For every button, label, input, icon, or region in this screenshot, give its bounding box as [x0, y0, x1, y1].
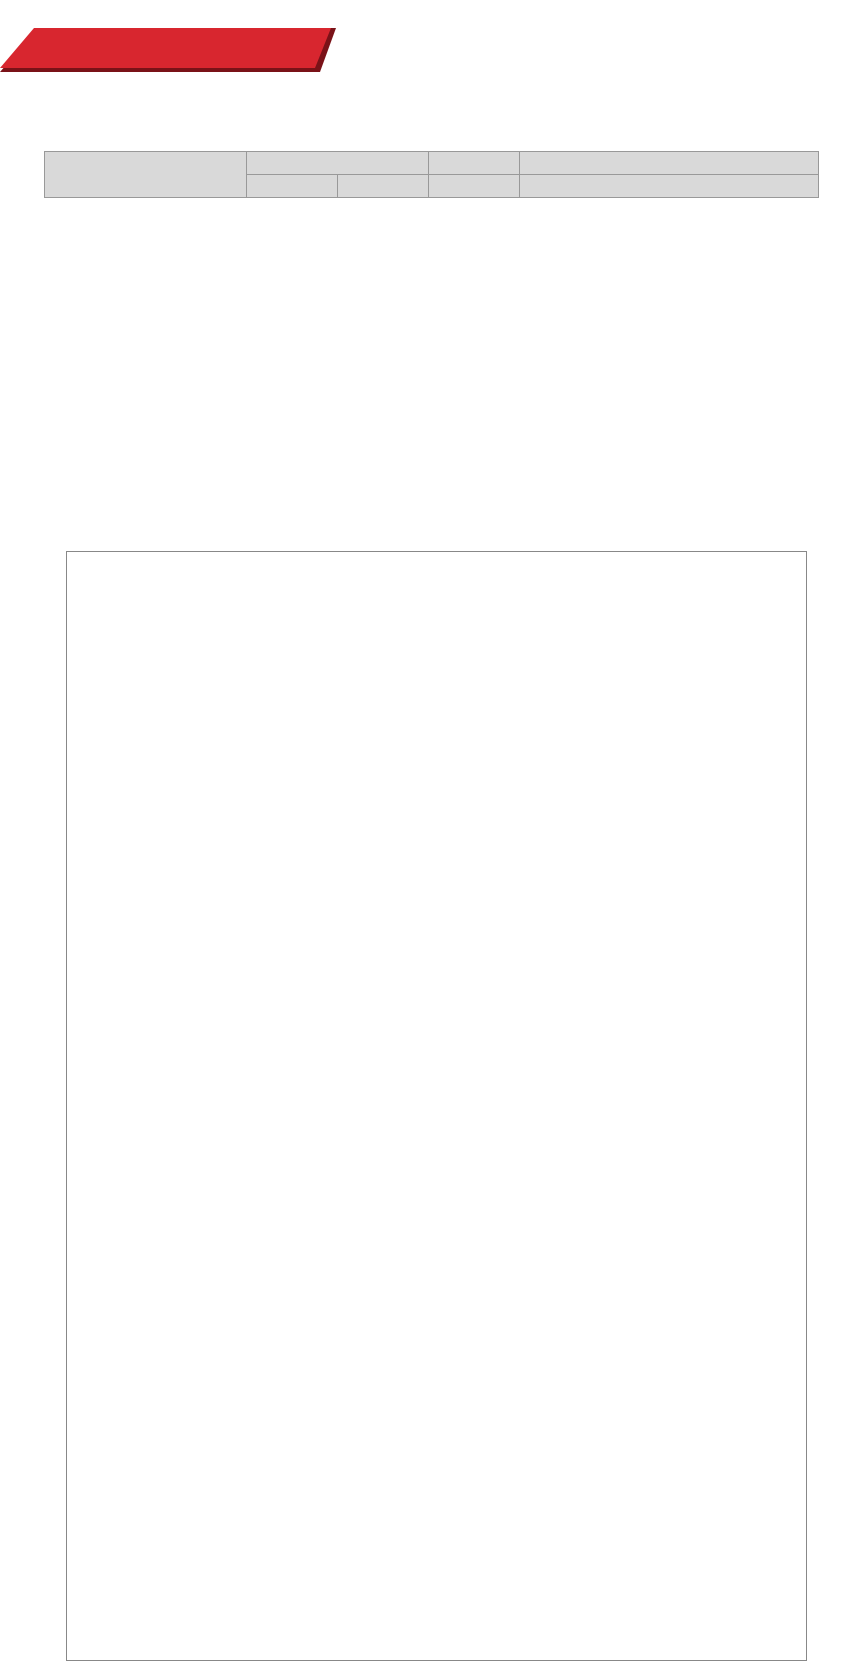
header-model — [45, 152, 247, 198]
header-optional — [520, 175, 819, 198]
header-grease-nipple — [429, 152, 520, 175]
header-standard — [429, 175, 520, 198]
section-banner — [0, 28, 336, 72]
header-nipple-size — [247, 152, 429, 175]
selection-table — [44, 151, 819, 198]
nipple-diagram-grid — [66, 551, 807, 1661]
header-central-unit — [520, 152, 819, 175]
header-side-face — [338, 175, 429, 198]
header-end-face — [247, 175, 338, 198]
